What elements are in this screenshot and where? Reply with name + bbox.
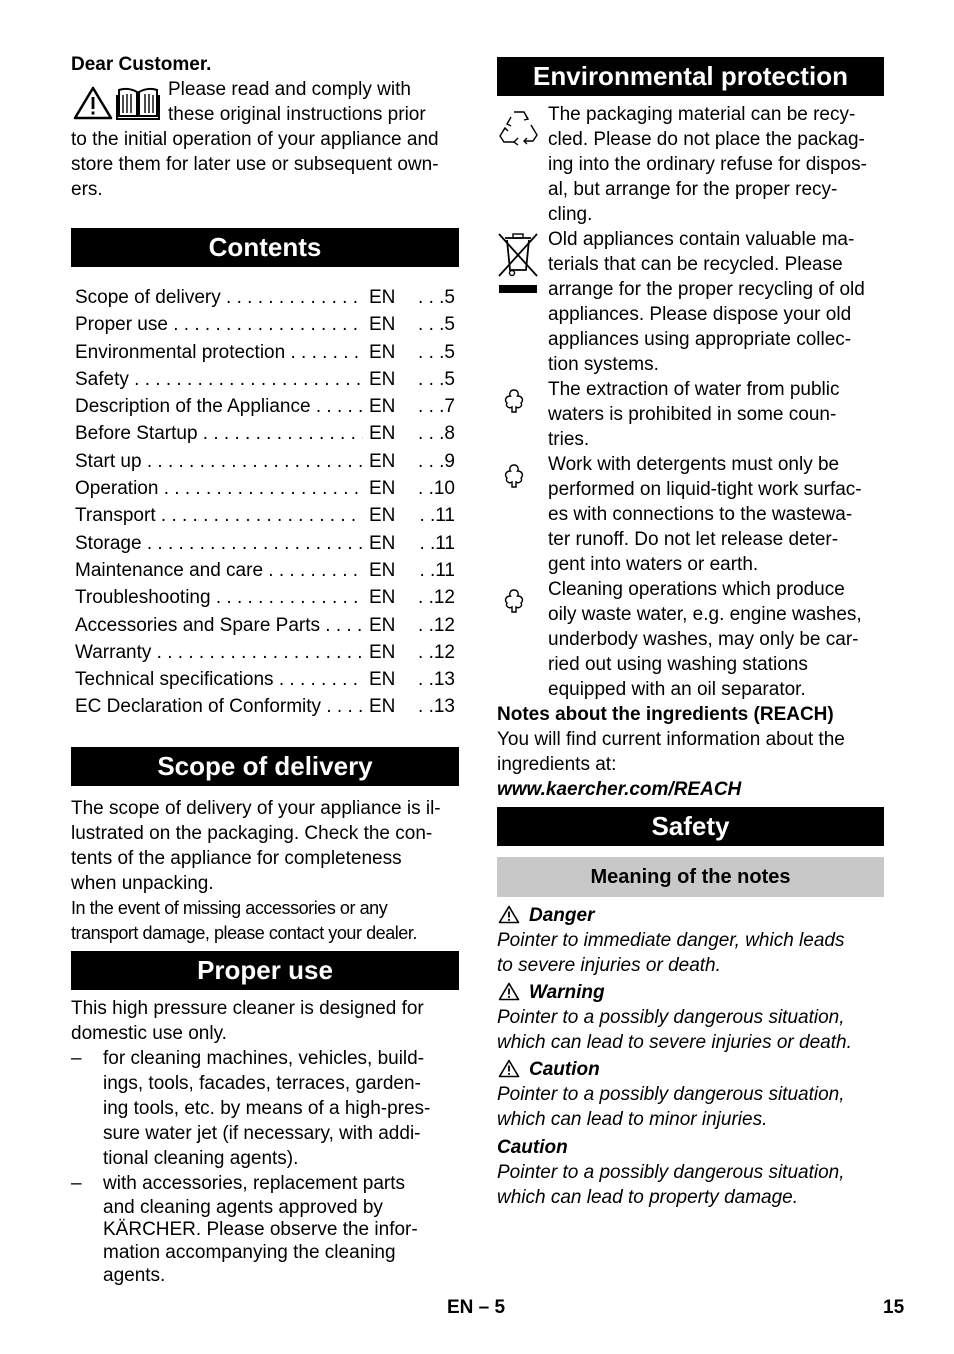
warning-text-line: Pointer to a possibly dangerous situation, bbox=[497, 1007, 845, 1028]
toc-entry-language: EN bbox=[369, 505, 396, 527]
water-text-line: The extraction of water from public bbox=[548, 379, 840, 400]
environment-tree-icon bbox=[501, 387, 527, 415]
bullet-text-line: mation accompanying the cleaning bbox=[103, 1242, 396, 1263]
toc-entry-language: EN bbox=[369, 287, 396, 308]
toc-entry-page: . .13 bbox=[418, 669, 455, 691]
scope-text-line: lustrated on the packaging. Check the con- bbox=[71, 823, 433, 844]
bullet-text-line: with accessories, replacement parts bbox=[103, 1173, 406, 1194]
bullet-text-line: for cleaning machines, vehicles, build- bbox=[103, 1048, 425, 1069]
toc-entry-page: . .11 bbox=[419, 505, 455, 527]
reach-text-line: ingredients at: bbox=[497, 754, 617, 775]
toc-entry-title: Operation . . . bbox=[75, 475, 363, 502]
oily-text-line: oily waste water, e.g. engine washes, bbox=[548, 604, 862, 625]
recycling-icon bbox=[497, 108, 541, 148]
danger-text-line: to severe injuries or death. bbox=[497, 955, 721, 976]
intro-text-line: store them for later use or subsequent own- bbox=[71, 154, 439, 175]
safety-heading: Safety bbox=[497, 807, 884, 846]
toc-entry-language: EN bbox=[369, 587, 396, 609]
toc-entry[interactable] bbox=[75, 612, 455, 639]
weee-text-line: appliances. Please dispose your old bbox=[548, 304, 852, 325]
toc-entry[interactable] bbox=[75, 557, 455, 584]
toc-entry-title: Start up . . . bbox=[75, 448, 363, 475]
danger-warning-icon bbox=[498, 905, 520, 924]
toc-entry-page: . .11 bbox=[419, 559, 455, 581]
toc-entry[interactable] bbox=[75, 693, 455, 720]
toc-entry-page: . .12 bbox=[418, 614, 455, 636]
intro-text-line: to the initial operation of your appliance and bbox=[71, 129, 439, 150]
toc-entry-language: EN bbox=[369, 478, 396, 500]
water-text-line: waters is prohibited in some coun- bbox=[548, 404, 837, 425]
scope-note-line: transport damage, please contact your dealer. bbox=[71, 923, 417, 943]
toc-entry-page: . . .5 bbox=[418, 287, 455, 308]
intro-heading: Dear Customer. bbox=[71, 54, 212, 75]
intro-text-line: ers. bbox=[71, 179, 103, 200]
bullet-text-line: ing tools, etc. by means of a high-pres- bbox=[103, 1098, 431, 1119]
environment-tree-icon bbox=[501, 462, 527, 490]
detergent-text-line: performed on liquid-tight work surfac- bbox=[548, 479, 862, 500]
toc-entry-language: EN bbox=[369, 314, 396, 336]
toc-entry[interactable] bbox=[75, 366, 455, 393]
toc-entry-language: EN bbox=[369, 559, 396, 581]
toc-entry-title: Before Startup . . . bbox=[75, 420, 363, 447]
scope-note-line: In the event of missing accessories or any bbox=[71, 898, 388, 918]
toc-entry-language: EN bbox=[369, 532, 396, 554]
oily-text-line: equipped with an oil separator. bbox=[548, 679, 806, 700]
caution-warning-icon bbox=[498, 1059, 520, 1078]
caution-label: Caution bbox=[529, 1059, 600, 1080]
toc-entry-language: EN bbox=[369, 641, 396, 663]
reach-heading: Notes about the ingredients (REACH) bbox=[497, 704, 834, 725]
proper-use-text-line: domestic use only. bbox=[71, 1023, 227, 1044]
page-number: 15 bbox=[883, 1297, 905, 1318]
toc-entry-title: Description of the Appliance . . . bbox=[75, 393, 363, 420]
toc-entry[interactable] bbox=[75, 420, 455, 447]
detergent-text-line: gent into waters or earth. bbox=[548, 554, 759, 575]
toc-entry-page: . .12 bbox=[418, 587, 455, 609]
footer-section-label: EN – 5 bbox=[447, 1297, 506, 1318]
toc-entry[interactable] bbox=[75, 639, 455, 666]
toc-entry-title: Scope of delivery . . . bbox=[75, 284, 363, 311]
warning-icon bbox=[498, 982, 520, 1001]
contents-heading: Contents bbox=[71, 228, 459, 267]
bullet-text-line: KÄRCHER. Please observe the infor- bbox=[103, 1219, 418, 1240]
recycle-text-line: cling. bbox=[548, 204, 593, 225]
weee-text-line: appliances using appropriate collec- bbox=[548, 329, 852, 350]
warning-text-line: which can lead to severe injuries or death. bbox=[497, 1032, 852, 1053]
weee-text-line: tion systems. bbox=[548, 354, 659, 375]
bullet-text-line: tional cleaning agents). bbox=[103, 1148, 299, 1169]
scope-text-line: The scope of delivery of your appliance is il- bbox=[71, 798, 441, 819]
toc-entry[interactable] bbox=[75, 502, 455, 529]
toc-entry[interactable] bbox=[75, 311, 455, 338]
weee-text-line: Old appliances contain valuable ma- bbox=[548, 229, 855, 250]
toc-entry-title: Troubleshooting . . . bbox=[75, 584, 363, 611]
toc-entry-page: . . .8 bbox=[418, 423, 455, 445]
caution-property-text-line: Pointer to a possibly dangerous situation, bbox=[497, 1162, 845, 1183]
scope-of-delivery-heading: Scope of delivery bbox=[71, 747, 459, 786]
proper-use-heading: Proper use bbox=[71, 951, 459, 990]
recycle-text-line: The packaging material can be recy- bbox=[548, 104, 856, 125]
crossed-out-bin-icon bbox=[497, 230, 539, 296]
toc-entry-language: EN bbox=[369, 368, 396, 390]
caution-property-label: Caution bbox=[497, 1137, 568, 1158]
recycle-text-line: cled. Please do not place the packag- bbox=[548, 129, 865, 150]
bullet-text-line: ings, tools, facades, terraces, garden- bbox=[103, 1073, 421, 1094]
toc-entry-page: . .12 bbox=[418, 641, 455, 663]
toc-entry-page: . . .9 bbox=[418, 450, 455, 472]
weee-text-line: terials that can be recycled. Please bbox=[548, 254, 843, 275]
toc-entry[interactable] bbox=[75, 339, 455, 366]
weee-text-line: arrange for the proper recycling of old bbox=[548, 279, 865, 300]
toc-entry-title: Proper use . . . bbox=[75, 311, 363, 338]
toc-entry-language: EN bbox=[369, 341, 396, 363]
toc-entry-page: . .13 bbox=[418, 696, 455, 718]
bullet-text-line: agents. bbox=[103, 1265, 166, 1286]
warning-triangle-icon bbox=[73, 86, 113, 120]
toc-entry[interactable] bbox=[75, 666, 455, 693]
table-of-contents bbox=[75, 284, 455, 721]
toc-entry-language: EN bbox=[369, 669, 396, 691]
toc-entry[interactable] bbox=[75, 584, 455, 611]
toc-entry-page: . . .7 bbox=[418, 396, 455, 418]
recycle-text-line: al, but arrange for the proper recy- bbox=[548, 179, 838, 200]
detergent-text-line: es with connections to the wastewa- bbox=[548, 504, 853, 525]
oily-text-line: ried out using washing stations bbox=[548, 654, 808, 675]
toc-entry-title: Transport . . . bbox=[75, 502, 363, 529]
toc-entry-language: EN bbox=[369, 396, 396, 418]
intro-text-line: these original instructions prior bbox=[168, 104, 426, 125]
toc-entry-page: . .11 bbox=[419, 532, 455, 554]
oily-text-line: Cleaning operations which produce bbox=[548, 579, 845, 600]
intro-text-line: Please read and comply with bbox=[168, 79, 411, 100]
recycle-text-line: ing into the ordinary refuse for dispos- bbox=[548, 154, 867, 175]
toc-entry-title: Safety . . . bbox=[75, 366, 363, 393]
environment-tree-icon bbox=[501, 587, 527, 615]
toc-entry-title: EC Declaration of Conformity . . . bbox=[75, 693, 363, 720]
danger-label: Danger bbox=[529, 905, 595, 926]
caution-text-line: Pointer to a possibly dangerous situation, bbox=[497, 1084, 845, 1105]
proper-use-text-line: This high pressure cleaner is designed for bbox=[71, 998, 424, 1019]
toc-entry-language: EN bbox=[369, 450, 396, 472]
toc-entry-title: Technical specifications . . . bbox=[75, 666, 363, 693]
scope-text-line: tents of the appliance for completeness bbox=[71, 848, 402, 869]
oily-text-line: underbody washes, may only be car- bbox=[548, 629, 859, 650]
reach-url-link[interactable]: www.kaercher.com/REACH bbox=[497, 779, 742, 800]
caution-property-text-line: which can lead to property damage. bbox=[497, 1187, 799, 1208]
bullet-dash: – bbox=[71, 1048, 82, 1069]
toc-entry-title: Accessories and Spare Parts . . . bbox=[75, 612, 363, 639]
toc-entry-title: Storage . . . bbox=[75, 530, 363, 557]
toc-entry[interactable] bbox=[75, 530, 455, 557]
scope-text-line: when unpacking. bbox=[71, 873, 214, 894]
toc-entry-title: Environmental protection . . . bbox=[75, 339, 363, 366]
toc-entry-language: EN bbox=[369, 614, 396, 636]
toc-entry-page: . .10 bbox=[418, 478, 455, 500]
toc-entry-language: EN bbox=[369, 423, 396, 445]
toc-entry-page: . . .5 bbox=[418, 368, 455, 390]
detergent-text-line: ter runoff. Do not let release deter- bbox=[548, 529, 839, 550]
toc-entry[interactable] bbox=[75, 393, 455, 420]
toc-entry[interactable] bbox=[75, 448, 455, 475]
warning-label: Warning bbox=[529, 982, 605, 1003]
danger-text-line: Pointer to immediate danger, which leads bbox=[497, 930, 845, 951]
toc-entry-page: . . .5 bbox=[418, 341, 455, 363]
toc-entry[interactable] bbox=[75, 284, 455, 311]
meaning-of-notes-heading: Meaning of the notes bbox=[497, 857, 884, 897]
caution-text-line: which can lead to minor injuries. bbox=[497, 1109, 768, 1130]
toc-entry-title: Maintenance and care . . . bbox=[75, 557, 363, 584]
bullet-text-line: and cleaning agents approved by bbox=[103, 1197, 383, 1218]
detergent-text-line: Work with detergents must only be bbox=[548, 454, 840, 475]
toc-entry-title: Warranty . . . bbox=[75, 639, 363, 666]
reach-text-line: You will find current information about the bbox=[497, 729, 845, 750]
manual-book-icon bbox=[116, 86, 160, 120]
toc-entry-language: EN bbox=[369, 696, 396, 718]
toc-entry[interactable] bbox=[75, 475, 455, 502]
bullet-text-line: sure water jet (if necessary, with addi- bbox=[103, 1123, 421, 1144]
bullet-dash: – bbox=[71, 1173, 82, 1194]
toc-entry-page: . . .5 bbox=[418, 314, 455, 336]
water-text-line: tries. bbox=[548, 429, 590, 450]
environmental-protection-heading: Environmental protection bbox=[497, 57, 884, 96]
